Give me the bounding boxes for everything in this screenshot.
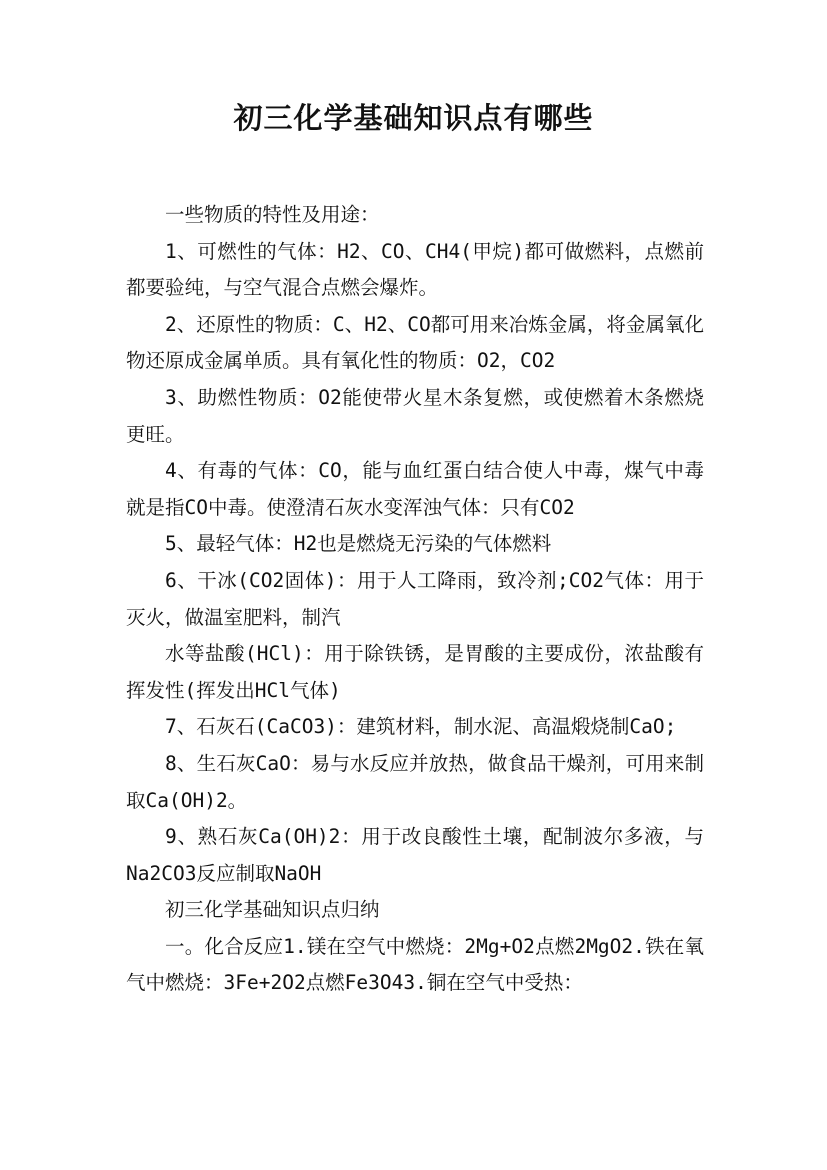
paragraph-item-6-continued: 水等盐酸(HCl)：用于除铁锈，是胃酸的主要成份，浓盐酸有挥发性(挥发出HCl气体) [126, 642, 704, 702]
document-title: 初三化学基础知识点有哪些 [233, 101, 594, 135]
paragraph-item-3: 3、助燃性物质：O2能使带火星木条复燃，或使燃着木条燃烧更旺。 [126, 385, 704, 446]
paragraph-item-4: 4、有毒的气体：CO，能与血红蛋白结合使人中毒，煤气中毒就是指CO中毒。使澄清石灰水变浑浊气体：只有CO2 [126, 459, 704, 519]
paragraph-item-1: 1、可燃性的气体：H2、CO、CH4(甲烷)都可做燃料，点燃前都要验纯，与空气混合点燃会爆炸。 [126, 239, 704, 300]
paragraph-item-9: 9、熟石灰Ca(OH)2：用于改良酸性土壤，配制波尔多液，与Na2CO3反应制取NaOH [126, 825, 704, 885]
paragraph-item-2: 2、还原性的物质：C、H2、CO都可用来冶炼金属，将金属氧化物还原成金属单质。具有氧化性的物质：O2，CO2 [126, 312, 704, 373]
paragraph-item-6: 6、干冰(CO2固体)：用于人工降雨，致冷剂;CO2气体：用于灭火，做温室肥料，制汽 [126, 568, 704, 629]
paragraph-combination-reactions: 一。化合反应1.镁在空气中燃烧：2Mg+O2点燃2MgO2.铁在氧气中燃烧：3Fe+2O2点燃Fe3O43.铜在空气中受热： [126, 934, 704, 995]
section-heading-summary: 初三化学基础知识点归纳 [165, 898, 380, 922]
paragraph-item-7: 7、石灰石(CaCO3)：建筑材料，制水泥、高温煅烧制CaO; [165, 715, 677, 739]
paragraph-item-8: 8、生石灰CaO：易与水反应并放热，做食品干燥剂，可用来制取Ca(OH)2。 [126, 751, 704, 812]
document-body [126, 197, 704, 1002]
paragraph-intro: 一些物质的特性及用途： [165, 203, 380, 226]
paragraph-item-5: 5、最轻气体：H2也是燃烧无污染的气体燃料 [165, 532, 552, 556]
